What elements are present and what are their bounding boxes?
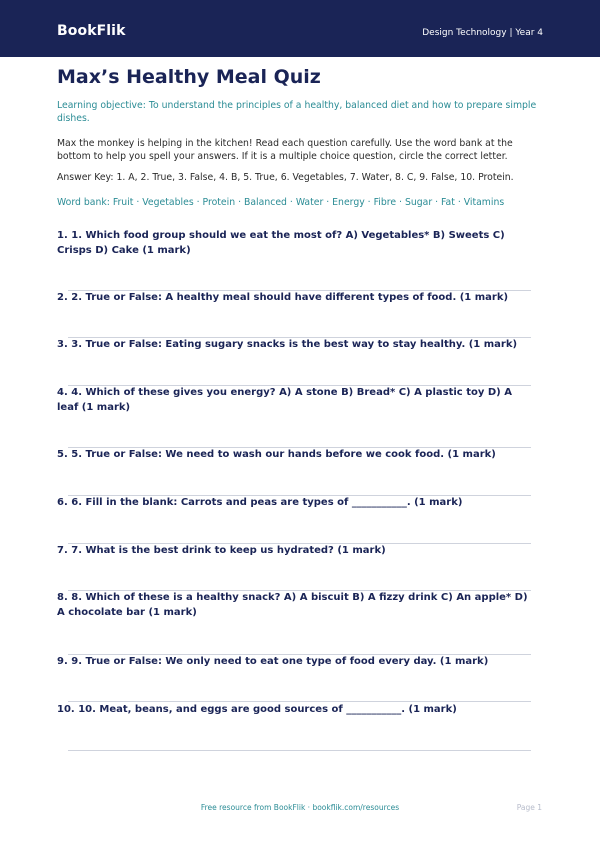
footer-resource-link: Free resource from BookFlik · bookflik.com/resources	[200, 803, 400, 812]
question-9: 9. 9. True or False: We only need to eat one type of food every day. (1 mark)	[57, 656, 489, 667]
page-header	[0, 0, 600, 57]
question-10: 10. 10. Meat, beans, and eggs are good sources of ___________. (1 mark)	[57, 704, 457, 715]
subject-year-label: Design Technology | Year 4	[422, 28, 543, 38]
question-3: 3. 3. True or False: Eating sugary snacks is the best way to stay healthy. (1 mark)	[57, 339, 518, 350]
page-number: Page 1	[516, 803, 542, 812]
question-4: 4. 4. Which of these gives you energy? A) A stone B) Bread* C) A plastic toy D) A leaf (1 mark)	[57, 387, 512, 413]
answer-line-10	[68, 750, 531, 751]
question-8: 8. 8. Which of these is a healthy snack? A) A biscuit B) A fizzy drink C) An apple* D) A chocolate bar (1 mark)	[57, 592, 528, 618]
question-2: 2. 2. True or False: A healthy meal should have different types of food. (1 mark)	[57, 292, 509, 303]
page-title: Max’s Healthy Meal Quiz	[57, 66, 321, 88]
instructions-text: Max the monkey is helping in the kitchen! Read each question carefully. Use the word bank at the bottom to help you spell your answers. If it is a multiple choice question, circle the correct letter.	[57, 138, 513, 162]
learning-objective: Learning objective: To understand the principles of a healthy, balanced diet and how to prepare simple dishes.	[57, 100, 537, 124]
question-6: 6. 6. Fill in the blank: Carrots and peas are types of ___________. (1 mark)	[57, 497, 463, 508]
question-5: 5. 5. True or False: We need to wash our hands before we cook food. (1 mark)	[57, 449, 496, 460]
word-bank: Word bank: Fruit · Vegetables · Protein · Balanced · Water · Energy · Fibre · Sugar · Fat · Vitamins	[57, 197, 505, 208]
question-1: 1. 1. Which food group should we eat the most of? A) Vegetables* B) Sweets C) Crisps D) Cake (1 mark)	[57, 230, 505, 256]
brand-logo-text: BookFlik	[57, 23, 126, 39]
answer-key: Answer Key: 1. A, 2. True, 3. False, 4. B, 5. True, 6. Vegetables, 7. Water, 8. C, 9. False, 10. Protein.	[57, 172, 514, 183]
question-7: 7. 7. What is the best drink to keep us hydrated? (1 mark)	[57, 545, 386, 556]
